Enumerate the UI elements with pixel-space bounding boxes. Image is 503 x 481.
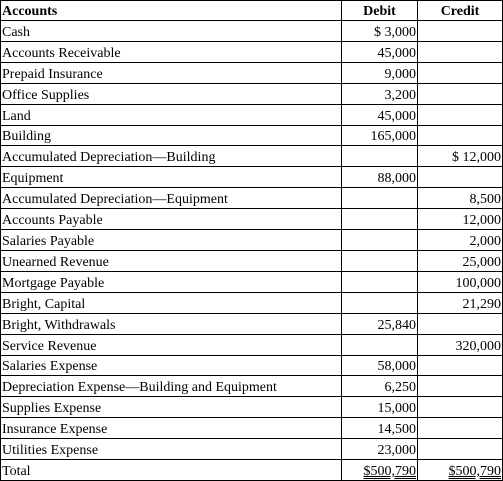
account-name: Supplies Expense xyxy=(1,397,342,418)
table-row xyxy=(1,167,503,188)
table-row xyxy=(1,21,503,42)
debit-amount: 25,840 xyxy=(342,313,418,334)
debit-amount xyxy=(342,188,418,209)
debit-amount: 9,000 xyxy=(342,62,418,83)
credit-amount: 21,290 xyxy=(418,292,503,313)
table-row xyxy=(1,146,503,167)
credit-amount xyxy=(418,439,503,460)
header-row xyxy=(1,1,503,21)
table-row xyxy=(1,271,503,292)
account-name: Utilities Expense xyxy=(1,439,342,460)
table-row xyxy=(1,439,503,460)
credit-amount xyxy=(418,355,503,376)
debit-amount xyxy=(342,209,418,230)
debit-header: Debit xyxy=(342,1,418,21)
table-row xyxy=(1,334,503,355)
debit-amount: 165,000 xyxy=(342,125,418,146)
account-name: Mortgage Payable xyxy=(1,271,342,292)
credit-amount: 2,000 xyxy=(418,230,503,251)
account-name: Service Revenue xyxy=(1,334,342,355)
credit-amount xyxy=(418,41,503,62)
table-row xyxy=(1,355,503,376)
table-row xyxy=(1,62,503,83)
table-row xyxy=(1,209,503,230)
table-row xyxy=(1,313,503,334)
account-name: Equipment xyxy=(1,167,342,188)
total-debit xyxy=(342,460,418,481)
account-name: Bright, Withdrawals xyxy=(1,313,342,334)
credit-header: Credit xyxy=(418,1,503,21)
credit-amount xyxy=(418,376,503,397)
credit-amount xyxy=(418,21,503,42)
table-row xyxy=(1,230,503,251)
accounts-header: Accounts xyxy=(1,1,342,21)
debit-amount xyxy=(342,271,418,292)
debit-amount: 88,000 xyxy=(342,167,418,188)
credit-amount: 12,000 xyxy=(418,209,503,230)
account-name: Office Supplies xyxy=(1,83,342,104)
credit-amount xyxy=(418,62,503,83)
debit-amount xyxy=(342,146,418,167)
total-row xyxy=(1,460,503,481)
credit-amount xyxy=(418,397,503,418)
table-row xyxy=(1,41,503,62)
debit-amount: 58,000 xyxy=(342,355,418,376)
debit-amount xyxy=(342,292,418,313)
total-label: Total xyxy=(1,460,342,481)
table-row xyxy=(1,418,503,439)
debit-amount: 6,250 xyxy=(342,376,418,397)
credit-amount xyxy=(418,125,503,146)
account-name: Accumulated Depreciation—Equipment xyxy=(1,188,342,209)
debit-amount xyxy=(342,250,418,271)
account-name: Salaries Expense xyxy=(1,355,342,376)
account-name: Cash xyxy=(1,21,342,42)
debit-amount: 3,200 xyxy=(342,83,418,104)
debit-amount xyxy=(342,230,418,251)
table-row xyxy=(1,125,503,146)
credit-amount xyxy=(418,104,503,125)
table-row xyxy=(1,376,503,397)
total-credit-amount: $500,790 xyxy=(448,464,501,479)
debit-amount: 14,500 xyxy=(342,418,418,439)
credit-amount: 25,000 xyxy=(418,250,503,271)
account-name: Accounts Payable xyxy=(1,209,342,230)
account-name: Building xyxy=(1,125,342,146)
table-row xyxy=(1,250,503,271)
debit-amount: 23,000 xyxy=(342,439,418,460)
account-name: Unearned Revenue xyxy=(1,250,342,271)
account-name: Prepaid Insurance xyxy=(1,62,342,83)
table-row xyxy=(1,292,503,313)
credit-amount: 8,500 xyxy=(418,188,503,209)
account-name: Salaries Payable xyxy=(1,230,342,251)
table-row xyxy=(1,83,503,104)
account-name: Accounts Receivable xyxy=(1,41,342,62)
credit-amount: 320,000 xyxy=(418,334,503,355)
account-name: Land xyxy=(1,104,342,125)
credit-amount xyxy=(418,167,503,188)
total-debit-amount: $500,790 xyxy=(363,464,416,479)
debit-amount xyxy=(342,334,418,355)
table-row xyxy=(1,188,503,209)
credit-amount: $ 12,000 xyxy=(418,146,503,167)
debit-amount: $ 3,000 xyxy=(342,21,418,42)
debit-amount: 45,000 xyxy=(342,41,418,62)
table-row xyxy=(1,397,503,418)
account-name: Accumulated Depreciation—Building xyxy=(1,146,342,167)
account-name: Bright, Capital xyxy=(1,292,342,313)
credit-amount xyxy=(418,83,503,104)
credit-amount: 100,000 xyxy=(418,271,503,292)
total-credit xyxy=(418,460,503,481)
credit-amount xyxy=(418,418,503,439)
table-row xyxy=(1,104,503,125)
debit-amount: 45,000 xyxy=(342,104,418,125)
debit-amount: 15,000 xyxy=(342,397,418,418)
account-name: Depreciation Expense—Building and Equipment xyxy=(1,376,342,397)
credit-amount xyxy=(418,313,503,334)
account-name: Insurance Expense xyxy=(1,418,342,439)
